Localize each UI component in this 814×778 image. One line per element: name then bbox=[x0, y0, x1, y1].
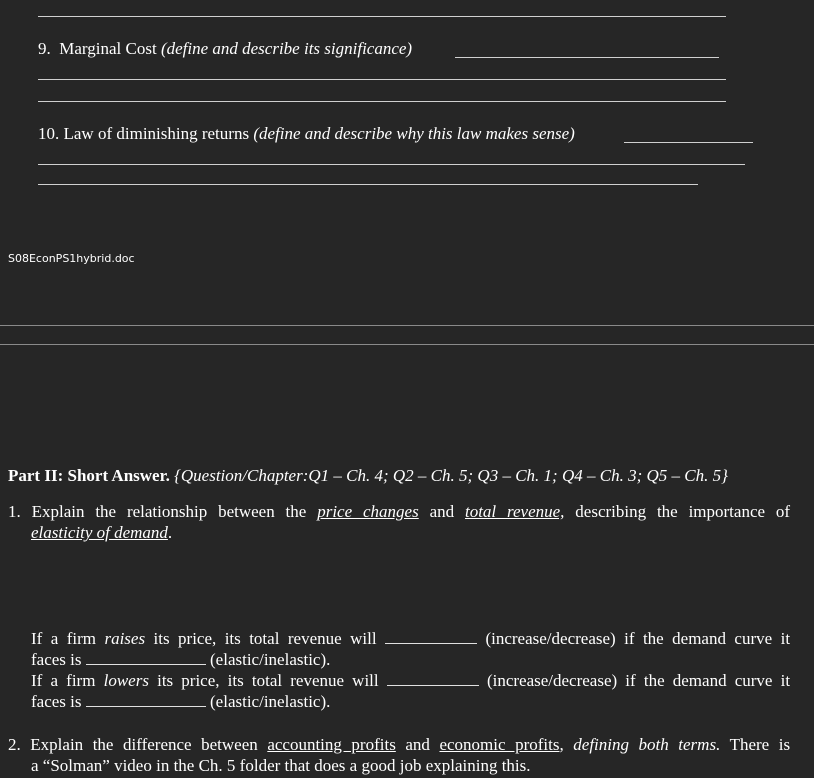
fill-raise-line2 bbox=[31, 649, 790, 670]
term-raises: raises bbox=[104, 629, 146, 648]
short-question-1 bbox=[8, 502, 790, 543]
term-price-changes: price changes bbox=[317, 502, 419, 521]
fill-text: (increase/decrease) if the demand curve it bbox=[485, 629, 791, 648]
question-10 bbox=[38, 124, 575, 144]
answer-line[interactable] bbox=[38, 79, 726, 80]
fill-text: (elastic/inelastic). bbox=[210, 692, 331, 711]
blank-revenue-change[interactable] bbox=[385, 629, 477, 644]
fill-text: its price, its total revenue will bbox=[157, 671, 379, 690]
fill-text: faces is bbox=[31, 650, 82, 669]
question-9 bbox=[38, 39, 412, 59]
page-break-bottom bbox=[0, 344, 814, 345]
question-number: 9. bbox=[38, 39, 51, 58]
answer-line[interactable] bbox=[38, 16, 726, 17]
q1-text: describing the importance of bbox=[575, 502, 791, 521]
part2-heading: Part II: Short Answer. bbox=[8, 466, 170, 485]
q2-text: and bbox=[405, 735, 430, 754]
question-instruction: (define and describe its significance) bbox=[160, 39, 413, 58]
fill-lower-line2 bbox=[31, 691, 790, 712]
fill-text: (elastic/inelastic). bbox=[210, 650, 331, 669]
q1-text: Explain the relationship between the bbox=[31, 502, 307, 521]
blank-elasticity[interactable] bbox=[86, 650, 206, 665]
answer-line[interactable] bbox=[38, 101, 726, 102]
term-total-revenue: total revenue, bbox=[464, 502, 565, 521]
footer-filename: S08EconPS1hybrid.doc bbox=[8, 252, 135, 265]
q2-number: 2. bbox=[8, 735, 21, 754]
blank-elasticity[interactable] bbox=[86, 692, 206, 707]
term-elasticity: elasticity of demand bbox=[31, 523, 168, 542]
q2-text: There is bbox=[729, 735, 791, 754]
q2-instruction: defining both terms. bbox=[573, 735, 721, 754]
page-break-top bbox=[0, 325, 814, 326]
fill-in-raise bbox=[31, 628, 790, 670]
question-term: Law of diminishing returns bbox=[63, 124, 250, 143]
answer-line[interactable] bbox=[38, 164, 745, 165]
answer-line[interactable] bbox=[38, 184, 698, 185]
q1-line1 bbox=[8, 502, 790, 522]
fill-text: faces is bbox=[31, 692, 82, 711]
fill-in-lower bbox=[31, 670, 790, 712]
part2-heading-line bbox=[8, 466, 728, 486]
fill-text: (increase/decrease) if the demand curve it bbox=[486, 671, 791, 690]
fill-raise-line1 bbox=[31, 628, 790, 649]
q1-text: . bbox=[167, 523, 173, 542]
q1-text: and bbox=[429, 502, 455, 521]
q1-line2 bbox=[8, 523, 790, 543]
fill-text: If a firm bbox=[31, 671, 96, 690]
q2-line1 bbox=[8, 734, 790, 755]
q2-line2: a “Solman” video in the Ch. 5 folder that does a good job explaining this. bbox=[31, 756, 531, 775]
term-lowers: lowers bbox=[103, 671, 149, 690]
q2-text: Explain the difference between bbox=[30, 735, 258, 754]
q1-number: 1. bbox=[8, 502, 21, 521]
blank-revenue-change[interactable] bbox=[387, 671, 479, 686]
term-accounting-profits: accounting profits bbox=[267, 735, 396, 754]
short-question-2 bbox=[8, 734, 790, 776]
term-economic-profits: economic profits bbox=[439, 735, 560, 754]
q2-text: , bbox=[559, 735, 564, 754]
question-number: 10. bbox=[38, 124, 60, 143]
fill-text: its price, its total revenue will bbox=[153, 629, 377, 648]
question-instruction: (define and describe why this law makes sense) bbox=[253, 124, 575, 143]
question-term: Marginal Cost bbox=[59, 39, 157, 58]
answer-line[interactable] bbox=[455, 57, 719, 58]
answer-line[interactable] bbox=[624, 142, 753, 143]
fill-text: If a firm bbox=[31, 629, 97, 648]
chapter-map: {Question/Chapter:Q1 – Ch. 4; Q2 – Ch. 5; Q3 – Ch. 1; Q4 – Ch. 3; Q5 – Ch. 5} bbox=[174, 466, 728, 485]
fill-lower-line1 bbox=[31, 670, 790, 691]
